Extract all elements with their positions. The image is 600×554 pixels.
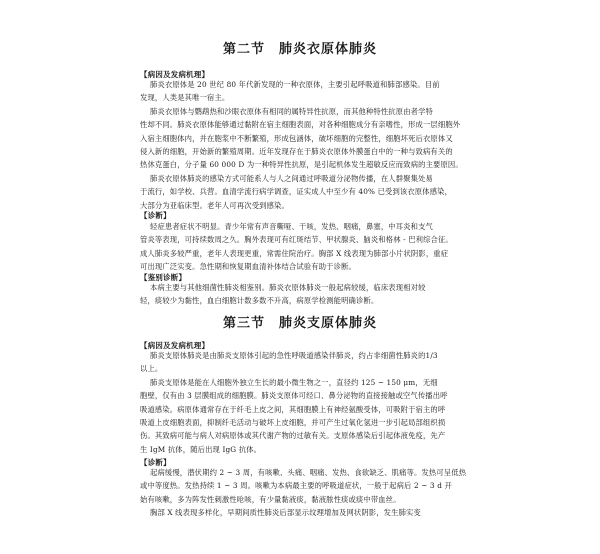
text-line: 性却不同。肺炎衣原体能够通过黏附在宿主细胞表面，对各种细胞成分有亲嗜性，形成一层细胞外	[140, 120, 461, 130]
text-line: 大部分为亚临床型。老年人可再次受到感染。	[140, 200, 289, 210]
text-line: 肺炎衣原体与鹦鹉热和沙眼衣原体有相同的属特异性抗原，而其他种特性抗原由者学特	[150, 106, 433, 116]
text-line: 发现，人类是其唯一宿主。	[140, 93, 230, 103]
paragraph-block	[140, 78, 472, 212]
text-line: 于流行，如学校、兵营。血清学流行病学调查，证实成人中至少有 40% 已受到该衣原体感染，	[140, 187, 453, 197]
text-line: 始有咳嗽，多为阵发性刺激性呛咳，有少量黏液痰，黏液脓性痰或痰中带血丝。	[140, 494, 401, 504]
text-line: 胸部 X 线表现多样化，早期间质性肺炎后部显示纹理增加及网状阴影，发生肺实变	[150, 508, 421, 518]
text-line: 肺炎衣原体是 20 世纪 80 年代新发现的一种衣原体，主要引起呼吸道和肺部感染。目前	[150, 80, 440, 89]
text-line: 吸道上皮细胞表面，抑制纤毛活动与破坏上皮细胞，并可产生过氧化氢进一步引起局部组织损	[140, 417, 446, 427]
text-line: 吸道感染。病原体通常存在于纤毛上皮之间，其细胞膜上有神经氨酸受体，可吸附于宿主的呼	[140, 404, 446, 414]
text-line: 起病缓慢，潜伏期约 2 ~ 3 周，有咳嗽、头痛、咽痛、发热、食欲缺乏、肌痛等。发热可呈低热	[150, 468, 467, 477]
text-line: 伤。其致病可能与病人对病原体或其代谢产物的过敏有关。支原体感染后引起体液免疫，先产	[140, 431, 446, 441]
text-line: 可出现广泛实变。急性期和恢复期血清补体结合试验有助于诊断。	[140, 262, 356, 272]
subsection-heading: 【诊断】	[140, 211, 171, 220]
subsection-heading: 【病因及发病机理】	[140, 341, 210, 350]
text-line: 胞壁，仅有由 3 层膜组成的细胞膜。肺炎支原体可经口、鼻分泌物的直接接触或空气传播出呼	[140, 391, 448, 401]
text-line: 本病主要与其他细菌性肺炎相鉴别。肺炎衣原体肺炎一般起病较缓，临床表现相对较	[150, 283, 426, 292]
text-line: 肺炎支原体是能在人细胞外独立生长的最小微生物之一，直径约 125 ~ 150 μm，无细	[150, 377, 438, 387]
text-line: 生 IgM 抗体，随后出现 IgG 抗体。	[140, 444, 262, 454]
text-line: 轻症患者症状不明显。青少年常有声音嘶哑、干咳，发热、咽痛，鼻塞，中耳炎和支气	[150, 222, 433, 231]
section-title: 第二节 肺炎衣原体肺炎	[222, 42, 377, 57]
paragraph-block	[140, 281, 472, 308]
text-line: 热休克蛋白，分子量 60 000 D 为一种特异性抗原，是引起机体发生超敏反应而致病的主要原因。	[140, 160, 463, 170]
text-line: 以上。	[140, 364, 163, 374]
paragraph-block	[140, 220, 472, 274]
text-line: 肺炎支原体肺炎是由肺炎支原体引起的急性呼吸道感染伴肺炎，约占非细菌性肺炎的1/3	[150, 351, 438, 360]
section-title: 第三节 肺炎支原体肺炎	[222, 316, 377, 331]
paragraph-block	[140, 349, 472, 456]
text-line: 侵入新的细胞，开始新的繁殖周期。近年发现存在于肺炎衣原体外膜蛋白中的一种与致病有关的	[140, 146, 453, 156]
text-line: 肺炎衣原体肺炎的感染方式可能系人与人之间通过呼吸道分泌物传播，在人群聚集处易	[150, 173, 433, 183]
paragraph-block	[140, 466, 472, 520]
text-line: 管炎等表现，可持续数周之久。胸外表现可有红斑结节、甲状腺炎、脑炎和格林 - 巴利综合征。	[140, 235, 453, 245]
subsection-heading: 【病因及发病机理】	[140, 70, 210, 79]
text-line: 入宿主细胞体内，并在胞浆中不断繁殖，形成包涵体，破坏细胞的完整性，细胞坏死后衣原体又	[140, 133, 453, 143]
text-line: 成人肺炎多较严重，老年人表现更重，常需住院治疗。胸部 X 线表现为肺部小片状阴影，重症	[140, 248, 449, 258]
text-line: 或中等度热。发热持续 1 ~ 3 周。咳嗽为本病最主要的呼吸道症状，一般于起病后 2 ~ 3 d 开	[140, 481, 452, 491]
subsection-heading: 【诊断】	[140, 458, 171, 467]
text-line: 轻，痰较少为黏性，血白细胞计数多数不升高，病原学检测能明确诊断。	[140, 296, 379, 306]
subsection-heading: 【鉴别诊断】	[140, 273, 187, 282]
